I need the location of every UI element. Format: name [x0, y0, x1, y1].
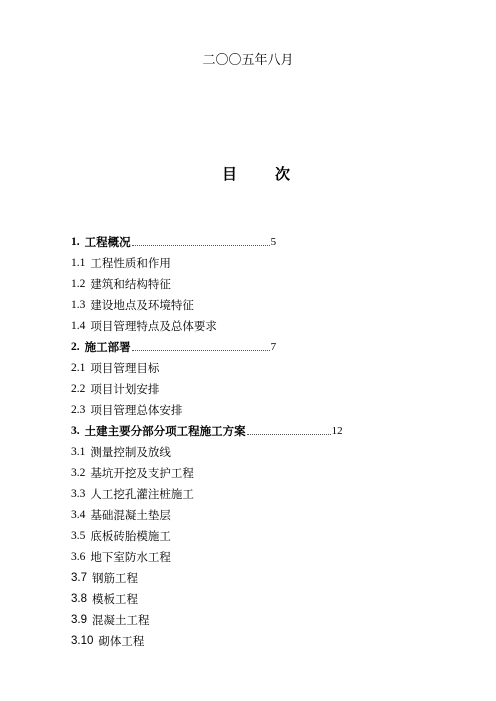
toc-entry-number: 3. — [71, 425, 80, 437]
toc-page-number: 12 — [331, 425, 343, 437]
toc-entry-row — [71, 358, 391, 379]
toc-entry-label: 项目管理总体安排 — [90, 403, 183, 417]
toc-dot-leader — [132, 245, 270, 246]
toc-entry-label: 模板工程 — [92, 592, 138, 606]
toc-entry-label: 基坑开挖及支护工程 — [90, 466, 194, 480]
toc-section-row — [71, 421, 391, 442]
toc-entry-row — [71, 589, 391, 610]
table-of-contents — [71, 232, 391, 652]
toc-entry-label: 土建主要分部分项工程施工方案 — [84, 424, 246, 438]
toc-entry-number: 3.5 — [71, 530, 86, 542]
toc-entry-label: 项目计划安排 — [90, 382, 160, 396]
toc-entry-label: 人工挖孔灌注桩施工 — [90, 487, 194, 501]
toc-entry-label: 底板砖胎模施工 — [90, 529, 171, 543]
toc-entry-label: 建筑和结构特征 — [90, 277, 171, 291]
toc-heading — [222, 163, 290, 184]
toc-entry-label: 项目管理目标 — [90, 361, 160, 375]
toc-entry-number: 3.7 — [71, 572, 87, 584]
toc-entry-row — [71, 379, 391, 400]
toc-entry-row — [71, 442, 391, 463]
toc-entry-number: 1.3 — [71, 299, 86, 311]
toc-entry-row — [71, 610, 391, 631]
toc-entry-label: 钢筋工程 — [92, 571, 138, 585]
toc-entry-label: 基础混凝土垫层 — [90, 508, 171, 522]
toc-entry-number: 2.1 — [71, 362, 86, 374]
toc-entry-row — [71, 295, 391, 316]
toc-entry-number: 1.2 — [71, 278, 86, 290]
toc-section-row — [71, 337, 391, 358]
toc-entry-row — [71, 400, 391, 421]
toc-entry-row — [71, 484, 391, 505]
toc-entry-number: 3.8 — [71, 593, 87, 605]
toc-entry-label: 测量控制及放线 — [90, 445, 171, 459]
toc-dot-leader — [247, 434, 331, 435]
toc-entry-number: 2.2 — [71, 383, 86, 395]
document-date: 二〇〇五年八月 — [202, 53, 294, 68]
toc-entry-row — [71, 274, 391, 295]
toc-entry-label: 建设地点及环境特征 — [90, 298, 194, 312]
toc-entry-row — [71, 253, 391, 274]
toc-entry-number: 3.3 — [71, 488, 86, 500]
toc-section-row — [71, 232, 391, 253]
toc-entry-label: 砌体工程 — [98, 634, 145, 648]
toc-entry-row — [71, 526, 391, 547]
toc-entry-row — [71, 547, 391, 568]
toc-entry-number: 3.9 — [71, 614, 87, 626]
toc-entry-number: 2.3 — [71, 404, 86, 416]
toc-entry-row — [71, 316, 391, 337]
toc-entry-number: 3.2 — [71, 467, 86, 479]
toc-dot-leader — [132, 350, 270, 351]
toc-entry-label: 施工部署 — [84, 340, 131, 354]
toc-entry-row — [71, 505, 391, 526]
toc-entry-label: 项目管理特点及总体要求 — [90, 319, 217, 333]
toc-heading-left: 目 — [222, 165, 238, 183]
toc-page-number: 5 — [270, 236, 277, 248]
toc-entry-row — [71, 568, 391, 589]
toc-entry-label: 工程性质和作用 — [90, 256, 171, 270]
toc-entry-row — [71, 463, 391, 484]
toc-entry-label: 地下室防水工程 — [90, 550, 171, 564]
toc-entry-number: 2. — [71, 341, 80, 353]
toc-entry-number: 1.1 — [71, 257, 86, 269]
toc-entry-number: 1. — [71, 236, 80, 248]
toc-entry-number: 3.1 — [71, 446, 86, 458]
toc-entry-row — [71, 631, 391, 652]
toc-heading-right: 次 — [275, 165, 291, 183]
toc-entry-label: 混凝土工程 — [92, 613, 150, 627]
toc-entry-number: 3.4 — [71, 509, 86, 521]
toc-entry-number: 3.10 — [71, 635, 94, 647]
toc-page-number: 7 — [270, 341, 277, 353]
toc-entry-number: 1.4 — [71, 320, 86, 332]
toc-entry-label: 工程概况 — [84, 235, 131, 249]
toc-entry-number: 3.6 — [71, 551, 86, 563]
